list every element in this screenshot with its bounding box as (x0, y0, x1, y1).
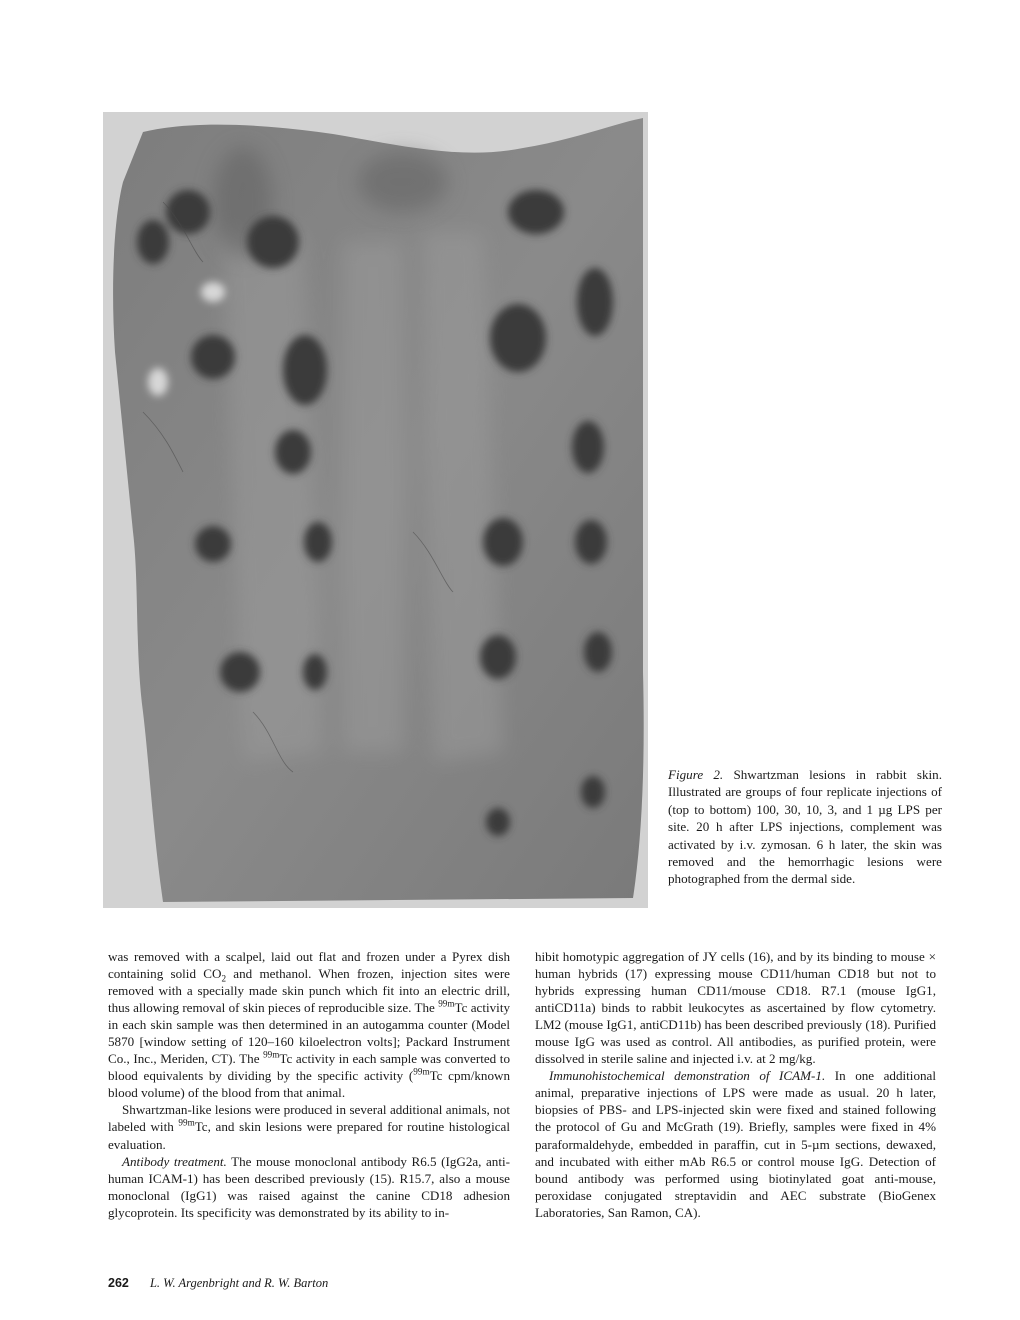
section-heading-icam: Immunohistochemical demonstration of ICAM-1. (549, 1068, 826, 1084)
right-column (535, 948, 936, 1221)
right-paragraph-2: Immunohistochemical demonstration of ICAM-1. In one additional animal, preparative injections of LPS were made as usual. 20 h later, biopsies of PBS- and LPS-injected skin were fixed and stained following the protocol of Gu and McGrath (19). Briefly, samples were fixed in 4% paraformaldehyde, embedded in paraffin, cut in 5-µm sections, dewaxed, and incubated with either mAb R6.5 or control mouse IgG. Detection of bound antibody was performed using biotinylated goat anti-mouse, peroxidase conjugated streptavidin and AEC substrate (BioGenex Laboratories, San Ramon, CA). (535, 1068, 936, 1220)
left-column (108, 948, 510, 1221)
page-number: 262 (108, 1276, 129, 1290)
running-authors: L. W. Argenbright and R. W. Barton (149, 1276, 329, 1290)
figure-label: Figure 2. (668, 767, 724, 782)
left-paragraph-2: Shwartzman-like lesions were produced in several additional animals, not labeled with $^{99m}$Tc, and skin lesions were prepared for routine histological evaluation. (108, 1102, 510, 1152)
left-paragraph-3: Antibody treatment. The mouse monoclonal antibody R6.5 (IgG2a, anti-human ICAM-1) has been described previously (15). R15.7, also a mouse monoclonal (IgG1) was raised against the canine CD18 adhesion glycoprotein. Its specificity was demonstrated by its ability to in- (108, 1153, 510, 1220)
skin-photograph (103, 112, 648, 908)
right-paragraph-1: hibit homotypic aggregation of JY cells (16), and by its binding to mouse × human hybrids (17) expressing mouse CD11/human CD18 but not to hybrids expressing human CD11/mouse CD18. R7.1 (mouse IgG1, antiCD11a) binds to rabbit leukocytes as ascertained by flow cytometry. LM2 (mouse IgG1, antiCD11b) has been described previously (18). Purified mouse IgG was used as control. All antibodies, as purified protein, were dissolved in sterile saline and injected i.v. at 2 mg/kg. (535, 949, 936, 1067)
section-heading-antibody-treatment: Antibody treatment. (122, 1153, 227, 1169)
left-paragraph-1: was removed with a scalpel, laid out flat and frozen under a Pyrex dish containing solid $CO_2$ and methanol. When frozen, injection sites were removed with a specially made skin punch which fit into an electric drill, thus allowing removal of skin pieces of reproducible size. The $^{99m}$Tc activity in each skin sample was then determined in an autogamma counter (Model 5870 [window setting of 120–160 kiloelectron volts]; Packard Instrument Co., Inc., Meriden, CT). The $^{99m}$Tc activity in each sample was converted to blood equivalents by dividing by the specific activity ($^{99m}$Tc cpm/known blood volume) of the blood from that animal. (108, 949, 511, 1101)
figure-photo (103, 112, 648, 908)
figure-caption-text: Shwartzman lesions in rabbit skin. Illustrated are groups of four replicate injections of (top to bottom) 100, 30, 10, 3, and 1 µg LPS per site. 20 h after LPS injections, complement was activated by i.v. zymosan. 6 h later, the skin was removed and the hemorrhagic lesions were photographed from the dermal side. (668, 767, 942, 887)
figure-caption (668, 766, 942, 888)
page-footer (108, 1276, 328, 1291)
